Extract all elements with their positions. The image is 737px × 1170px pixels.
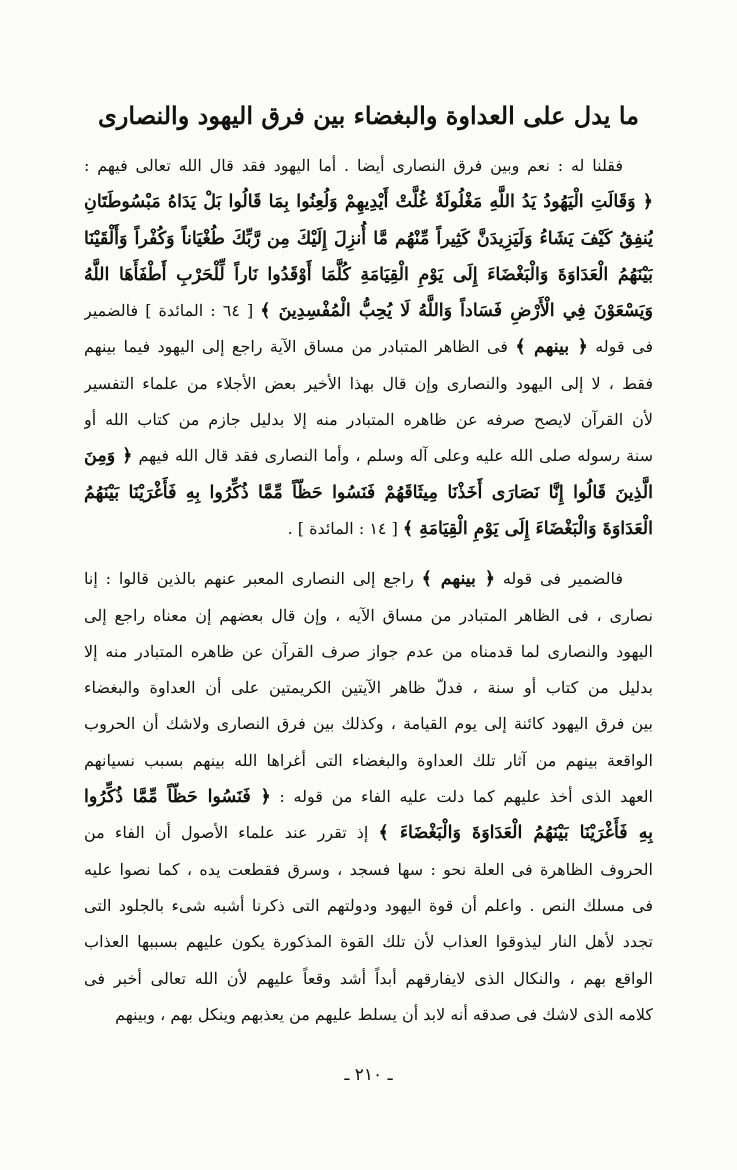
- text-segment: فقط ، لا إلى اليهود والنصارى وإن قال بهذا الأخير بعض الأجلاء من علماء التفسير: [84, 373, 653, 393]
- text-line: [84, 257, 653, 293]
- text-segment: بدليل من كتاب أو سنة ، فدلّ ظاهر الآيتين الكريمتين على أن العداوة والبغضاء: [84, 678, 653, 698]
- page-body: [84, 148, 653, 1033]
- paragraph: [84, 561, 653, 1033]
- quran-quote: بَيْنَهُمُ الْعَدَاوَةَ وَالْبَغْضَاءَ إِلَى يَوْمِ الْقِيَامَةِ كُلَّمَا أَوْقَدُوا نَاراً لِّلْحَرْبِ أَطْفَأَهَا اللَّهُ: [84, 264, 653, 285]
- text-segment: فى مسلك النص . واعلم أن قوة اليهود ودولتهم التى ذكرنا أشبه شىء بالجلود التى: [84, 895, 653, 915]
- text-line: [84, 815, 653, 851]
- text-line: [84, 366, 653, 402]
- quran-quote: وَيَسْعَوْنَ فِي الْأَرْضِ فَسَاداً وَاللَّهُ لَا يُحِبُّ الْمُفْسِدِينَ ﴾: [260, 301, 653, 322]
- quran-quote: بِهِ فَأَغْرَيْنَا بَيْنَهُمُ الْعَدَاوَةَ وَالْبَغْضَاءَ ﴾: [378, 823, 653, 844]
- text-segment: تجدد لأهل النار ليذوقوا العذاب لأن تلك القوة المذكورة يكون عليهم بسببها العذاب: [84, 932, 653, 952]
- text-segment: فالضمير فى قوله: [495, 569, 624, 589]
- quran-quote: يُنفِقُ كَيْفَ يَشَاءُ وَلَيَزِيدَنَّ كَثِيراً مِّنْهُم مَّا أُنزِلَ إِلَيْكَ مِن رَّبِّكَ طُغْيَاناً وَكُفْراً وَأَلْقَيْنَا: [84, 228, 653, 249]
- text-segment: كلامه الذى لاشك فى صدقه أنه لابد أن يسلط عليهم من يعذبهم وينكل بهم ، وبينهم: [115, 1004, 653, 1024]
- text-segment: بين فرق اليهود كائنة إلى يوم القيامة ، وكذلك بين فرق النصارى ولاشك أن الحروب: [84, 714, 653, 734]
- text-line: [84, 852, 653, 888]
- text-segment: [ ١٤ : المائدة ] .: [287, 518, 403, 538]
- text-line: [84, 598, 653, 634]
- text-segment: إذ تقرر عند علماء الأصول أن الفاء من: [84, 823, 379, 843]
- page-number: ـ ٢١٠ ـ: [344, 1065, 393, 1085]
- quran-quote: الْعَدَاوَةَ وَالْبَغْضَاءَ إِلَى يَوْمِ الْقِيَامَةِ ﴾: [402, 518, 653, 539]
- text-line: [84, 888, 653, 924]
- text-line: [84, 706, 653, 742]
- quran-quote: ﴿ وَقَالَتِ الْيَهُودُ يَدُ اللَّهِ مَغْلُولَةٌ غُلَّتْ أَيْدِيهِمْ وَلُعِنُوا بِمَا قَالُوا بَلْ يَدَاهُ مَبْسُوطَتَانِ: [84, 192, 653, 213]
- text-line: [84, 438, 653, 474]
- text-line: [84, 997, 653, 1033]
- text-line: [84, 475, 653, 511]
- text-line: [84, 148, 653, 184]
- text-segment: الواقع بهم ، والنكال الذى لايفارقهم أبداً أشد وقعاً عليهم لأن الله تعالى أخبر فى: [84, 968, 653, 988]
- text-line: [84, 402, 653, 438]
- page-title: ما يدل على العداوة والبغضاء بين فرق اليهود والنصارى: [98, 101, 639, 130]
- text-line: [84, 221, 653, 257]
- text-line: [84, 743, 653, 779]
- text-line: [84, 293, 653, 329]
- quran-quote: ﴿ بينهم ﴾: [421, 569, 495, 590]
- text-segment: سنة رسوله صلى الله عليه وعلى آله وسلم ، وأما النصارى فقد قال الله فيهم: [132, 446, 653, 466]
- page-footer: [0, 1060, 737, 1090]
- text-segment: نصارى ، فى الظاهر المتبادر من مساق الآيه ، وإن قال بعضهم إن معناه راجع إلى: [84, 605, 653, 625]
- text-line: [84, 634, 653, 670]
- text-line: [84, 670, 653, 706]
- text-line: [84, 561, 653, 597]
- text-line: [84, 329, 653, 365]
- text-segment: العهد الذى أخذ عليهم كما دلت عليه الفاء من قوله :: [270, 787, 653, 807]
- text-line: [84, 184, 653, 220]
- text-segment: الحروف الظاهرة فى العلة نحو : سها فسجد ، وسرق فقطعت يده ، كما نصوا عليه: [84, 859, 653, 879]
- text-line: [84, 511, 653, 547]
- quran-quote: الَّذِينَ قَالُوا إِنَّا نَصَارَى أَخَذْنَا مِيثَاقَهُمْ فَنَسُوا حَظّاً مِّمَّا ذُكِّرُوا بِهِ فَأَغْرَيْنَا بَيْنَهُمُ: [84, 482, 653, 503]
- text-segment: فى الظاهر المتبادر من مساق الآية راجع إلى اليهود فيما بينهم: [84, 337, 516, 357]
- text-segment: فقلنا له : نعم وبين فرق النصارى أيضا . أما اليهود فقد قال الله تعالى فيهم :: [84, 156, 623, 175]
- text-line: [84, 924, 653, 960]
- text-line: [84, 961, 653, 997]
- text-segment: لأن القرآن لايصح صرفه عن ظاهره المتبادر منه إلا بدليل جازم من كتاب الله أو: [84, 410, 653, 430]
- text-segment: راجع إلى النصارى المعبر عنهم بالذين قالوا : إنا: [84, 569, 422, 589]
- quran-quote: ﴿ فَنَسُوا حَظّاً مِّمَّا ذُكِّرُوا: [84, 787, 271, 808]
- quran-quote: ﴿ بينهم ﴾: [515, 337, 588, 358]
- paragraph: [84, 148, 653, 547]
- text-line: [84, 779, 653, 815]
- text-segment: فى قوله: [587, 337, 653, 357]
- quran-quote: ﴿ وَمِنَ: [84, 446, 133, 467]
- text-segment: الواقعة بينهم من آثار تلك العداوة والبغضاء التى أغراها الله بينهم بسبب نسيانهم: [84, 750, 653, 770]
- text-segment: اليهود والنصارى لما قدمناه من عدم جواز صرف القرآن عن ظاهره المتبادر منه إلا: [84, 641, 653, 661]
- text-segment: [ ٦٤ : المائدة ] فالضمير: [84, 301, 261, 321]
